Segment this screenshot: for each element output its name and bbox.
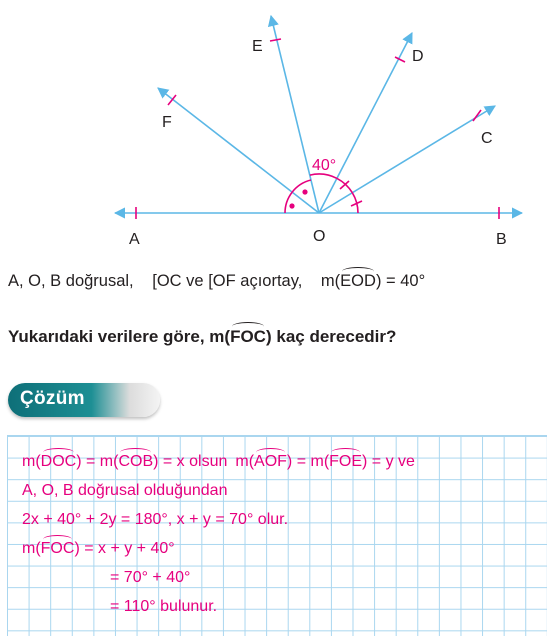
label-a: A bbox=[129, 231, 140, 248]
sol1-h: ) = m( bbox=[286, 453, 330, 470]
angle-arc-foe bbox=[292, 180, 311, 192]
point-ticks bbox=[136, 39, 499, 219]
given-collinear: A, O, B doğrusal, bbox=[8, 272, 134, 290]
angle-label-40: 40° bbox=[312, 157, 337, 174]
label-e: E bbox=[252, 38, 263, 55]
angle-arc-aof bbox=[285, 192, 292, 213]
given-bisectors-a: [OC ve bbox=[152, 272, 209, 290]
sol1-angle-aof: AOF bbox=[254, 453, 287, 470]
question-post: kaç derecedir? bbox=[276, 327, 397, 346]
given-angle-open: m( bbox=[320, 272, 341, 290]
sol1-f: m( bbox=[235, 453, 255, 470]
sol1-angle-foe: FOE bbox=[329, 453, 363, 470]
sol1-c: ) = m( bbox=[76, 453, 119, 470]
question-text bbox=[8, 327, 396, 347]
solution-line-4 bbox=[22, 540, 175, 558]
sol4-c: ) = x + y + 40° bbox=[74, 540, 175, 557]
sol1-j: ) = y ve bbox=[362, 453, 415, 470]
solution-line-3: 2x + 40° + 2y = 180°, x + y = 70° olur. bbox=[22, 511, 289, 528]
sol4-a: m( bbox=[22, 540, 41, 557]
solution-line-2: A, O, B doğrusal olduğundan bbox=[22, 482, 228, 499]
label-c: C bbox=[481, 130, 493, 147]
sol1-angle-cob: COB bbox=[118, 453, 154, 470]
solution-line-5: = 70° + 40° bbox=[110, 569, 191, 586]
given-statement bbox=[8, 272, 425, 291]
label-f: F bbox=[162, 114, 172, 131]
equal-angle-dot bbox=[289, 203, 294, 208]
sol4-angle-foc: FOC bbox=[40, 540, 75, 557]
question-m-close: ) bbox=[265, 327, 272, 346]
ray-of bbox=[158, 88, 319, 213]
angle-arc-eod bbox=[310, 174, 337, 178]
ray-od bbox=[319, 33, 412, 213]
solution-line-1 bbox=[22, 453, 415, 471]
question-pre: Yukarıdaki verilere göre, bbox=[8, 327, 205, 346]
sol1-e: ) = x olsun bbox=[153, 453, 228, 470]
solution-badge-label: Çözüm bbox=[20, 388, 85, 409]
ray-oe bbox=[271, 16, 319, 213]
given-bisectors-b: [OF açıortay, bbox=[208, 272, 303, 290]
sol1-a: m( bbox=[22, 453, 41, 470]
question-m-open: m( bbox=[209, 327, 231, 346]
label-d: D bbox=[412, 48, 424, 65]
ray-oc bbox=[319, 106, 495, 213]
given-angle-eod: EOD bbox=[340, 272, 376, 290]
label-b: B bbox=[496, 231, 507, 248]
equal-angle-dot bbox=[302, 189, 307, 194]
sol1-angle-doc: DOC bbox=[40, 453, 77, 470]
solution-badge bbox=[8, 383, 160, 417]
question-angle-foc: FOC bbox=[230, 327, 266, 346]
geometry-diagram bbox=[0, 0, 549, 260]
label-o: O bbox=[313, 228, 326, 245]
solution-line-6: = 110° bulunur. bbox=[110, 598, 218, 615]
given-angle-value: ) = 40° bbox=[375, 272, 426, 290]
